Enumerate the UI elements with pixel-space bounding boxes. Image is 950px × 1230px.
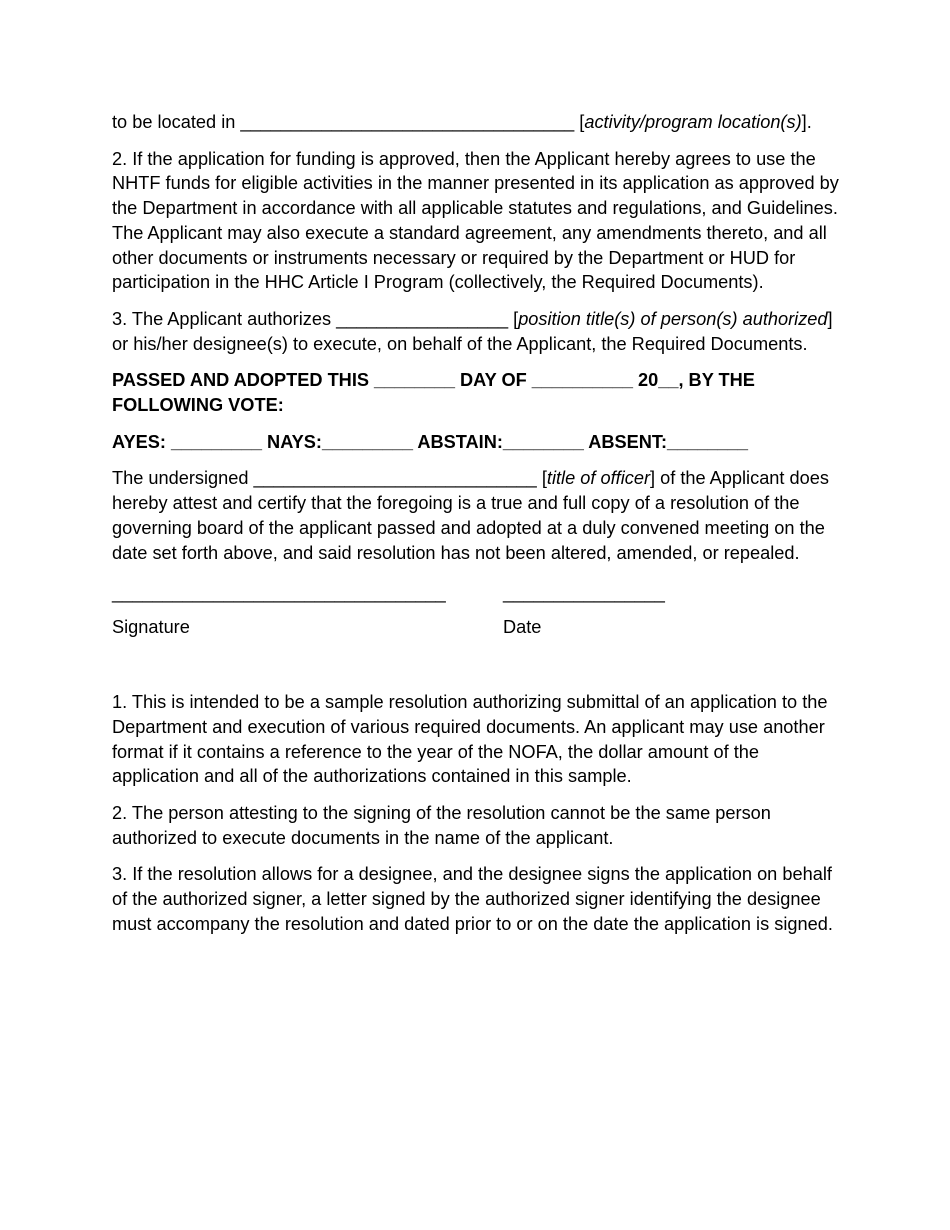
- attestation-suffix: ] of the Applicant does hereby attest and certify that the foregoing is a true and full copy of a resolution of the governing board of the applicant passed and adopted at a duly convened meeting on the date set forth above, and said resolution has not been altered, amended, or repealed.: [112, 468, 829, 563]
- footnotes: [112, 690, 842, 936]
- para3-suffix: ] or his/her designee(s) to execute, on behalf of the Applicant, the Required Documents.: [112, 308, 833, 354]
- footnote-3: 3. If the resolution allows for a designee, and the designee signs the application on behalf of the authorized signer, a letter signed by the authorized signer identifying the designee must accompany the resolution and dated prior to or on the date the application is signed.: [112, 864, 833, 934]
- location-bracket-close: ].: [801, 112, 812, 132]
- passed-adopted-line: PASSED AND ADOPTED THIS ________ DAY OF __________ 20__, BY THE FOLLOWING VOTE:: [112, 370, 755, 416]
- attestation-italic: title of officer: [546, 468, 650, 489]
- footnote-1: 1. This is intended to be a sample resolution authorizing submittal of an application to the Department and execution of various required documents. An applicant may use another format if it contains a reference to the year of the NOFA, the dollar amount of the application and all of the authorizations contained in this sample.: [112, 692, 828, 787]
- para3-prefix: 3. The Applicant authorizes _________________ [: [112, 308, 519, 329]
- signature-lines: [112, 581, 842, 611]
- footnote-2: 2. The person attesting to the signing of the resolution cannot be the same person authorized to execute documents in the name of the applicant.: [112, 803, 771, 848]
- location-prefix: to be located in: [112, 112, 241, 132]
- vote-tally-line: AYES: _________ NAYS:_________ ABSTAIN:________ ABSENT:________: [112, 431, 748, 452]
- attestation-paragraph: [112, 466, 842, 565]
- document-page: [112, 110, 842, 949]
- para3-italic: position title(s) of person(s) authorized: [518, 308, 828, 329]
- location-bracket-open: [: [574, 112, 585, 132]
- signature-line: _________________________________: [112, 583, 446, 604]
- resolution-paragraph-3: [112, 307, 842, 356]
- resolution-paragraph-2: 2. If the application for funding is approved, then the Applicant hereby agrees to use the NHTF funds for eligible activities in the manner presented in its application as approved by the Department in accordance with all applicable statutes and regulations, and Guidelines. The Applicant may also execute a standard agreement, any amendments thereto, and all other documents or instruments necessary or required by the Department or HUD for participation in the HHC Article I Program (collectively, the Required Documents).: [112, 148, 839, 293]
- location-italic: activity/program location(s): [584, 112, 802, 132]
- attestation-prefix: The undersigned ____________________________ [: [112, 468, 547, 489]
- location-blank: _________________________________: [240, 112, 575, 132]
- signature-label: Signature: [112, 617, 190, 638]
- location-line: [112, 110, 842, 135]
- signature-labels: [112, 615, 842, 645]
- date-label: Date: [503, 617, 542, 638]
- date-line: ________________: [503, 583, 665, 604]
